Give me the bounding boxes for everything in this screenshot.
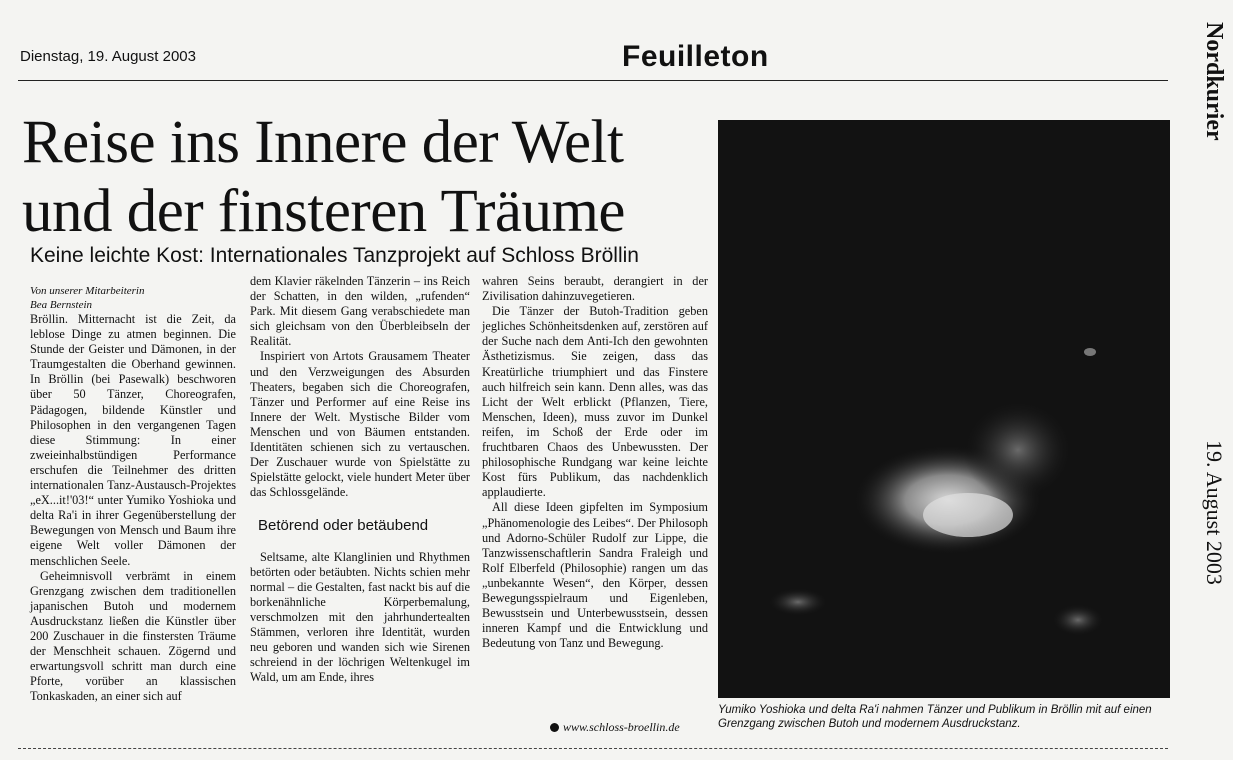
article-column-2 — [250, 274, 470, 685]
bullet-icon — [550, 723, 559, 732]
website-url[interactable]: www.schloss-broellin.de — [563, 720, 680, 734]
website-link[interactable] — [550, 720, 680, 735]
article-column-1 — [30, 284, 236, 704]
paragraph: All diese Ideen gipfelten im Symposium „Phänomenologie des Leibes“. Der Philosoph und Adorno-Schüler Rudolf zur Lippe, die Tanzwissenschaftlerin Sandra Fraleigh und Rolf Elberfeld (Philosophie) rangen um das „unbekannte Wesen“, den Körper, dessen Bewegungsspielraum und Eigenleben, Bewusstsein und Unterbewusstsein, dessen inneren Kampf und die Entwicklung und Bedeutung von Tanz und Bewegung. — [482, 500, 708, 651]
paragraph: Die Tänzer der Butoh-Tradition geben jegliches Schönheitsdenken auf, zerstören auf der Suche nach dem Anti-Ich den gewohnten Ästhetizismus. Sie zeigen, dass das Kreatürliche triumphiert und das Finstere auch hilfreich sein kann. Denn alles, was das Licht der Welt erblickt (Pflanzen, Tiere, Menschen, Ideen), muss zuvor im Dunkel reifen, im Schoß der Erde oder im fruchtbaren Chaos des Unbewussten. Der philosophische Rundgang war keine leichte Kost fürs Publikum, das nachdenklich applaudierte. — [482, 304, 708, 500]
paragraph: Seltsame, alte Klanglinien und Rhythmen betörten oder betäubten. Nichts schien mehr normal – die Gestalten, fast nackt bis auf die borkenähnliche Körperbemalung, verschmolzen mit den jahrhundertealten Stämmen, verloren ihre Identität, wurden neu geboren und wanden sich wie Sirenen schreiend in der löchrigen Weltenkugel im Wald, um am Ende, ihres — [250, 549, 470, 685]
dancer-photo-image — [718, 120, 1170, 698]
article-photo — [718, 120, 1170, 698]
header-rule — [18, 80, 1168, 81]
paragraph: Inspiriert von Artots Grausamem Theater und den Verzweigungen des Absurden Theaters, begaben sich die Choreografen, Tänzer und Performer auf eine Reise ins Innere der Welt. Mystische Bilder vom Menschen und von Bäumen entstanden. Identitäten schienen sich zu vertauschen. Der Zuschauer wurde von Spielstätte zu Spielstätte gelockt, viele hundert Meter über das Schlossgelände. — [250, 349, 470, 500]
photo-caption: Yumiko Yoshioka und delta Ra'i nahmen Tänzer und Publikum in Bröllin mit auf einen Grenzgang zwischen Butoh und modernem Ausdruckstanz. — [718, 704, 1152, 730]
subheadline: Keine leichte Kost: Internationales Tanzprojekt auf Schloss Bröllin — [30, 244, 639, 267]
newspaper-name: Nordkurier — [1201, 22, 1227, 141]
interheading: Betörend oder betäubend — [258, 517, 429, 535]
byline — [30, 284, 236, 312]
paragraph: wahren Seins beraubt, derangiert in der Zivilisation dahinzuvegetieren. — [482, 274, 708, 304]
footer-rule — [18, 748, 1168, 749]
paragraph: Bröllin. Mitternacht ist die Zeit, da leblose Dinge zu atmen beginnen. Die Stunde der Geister und Dämonen, in der Traumgestalten die Oberhand gewinnen. In Bröllin (bei Pasewalk) beschworen über 50 Tänzer, Choreografen, Pädagogen, bildende Künstler und Philosophen in den vergangenen Tagen diese Stimmung: In einer zweieinhalbstündigen Performance erschufen die Teilnehmer des dritten internationalen Tanz-Austausch-Projektes „eX...it!'03!“ unter Yumiko Yoshioka und delta Ra'i in ihrer Gegenüberstellung der Bewegungen von Mensch und Baum ihre eigene Welt voller Dämonen der menschlichen Seele. — [30, 312, 236, 568]
article-column-3 — [482, 274, 708, 651]
issue-date: Dienstag, 19. August 2003 — [20, 48, 196, 65]
paragraph: dem Klavier räkelnden Tänzerin – ins Reich der Schatten, in den wilden, „rufenden“ Park. Mit diesem Gang verabschiedete man sich gleichsam von den Überbleibseln der Realität. — [250, 274, 470, 349]
headline: Reise ins Innere der Welt und der finsteren Träume — [22, 109, 625, 245]
byline-author: Bea Bernstein — [30, 299, 93, 311]
section-title: Feuilleton — [622, 40, 769, 73]
side-date: 19. August 2003 — [1202, 440, 1227, 585]
paragraph: Geheimnisvoll verbrämt in einem Grenzgang zwischen dem traditionellen japanischen Butoh und modernem Ausdruckstanz ließen die Künstler über 200 Zuschauer in die finstersten Träume der Menschheit schauen. Zögernd und erwartungsvoll schritt man durch eine Pforte, vorüber an klassischen Tonkaskaden, an einer sich auf — [30, 568, 236, 704]
byline-role: Von unserer Mitarbeiterin — [30, 285, 145, 297]
